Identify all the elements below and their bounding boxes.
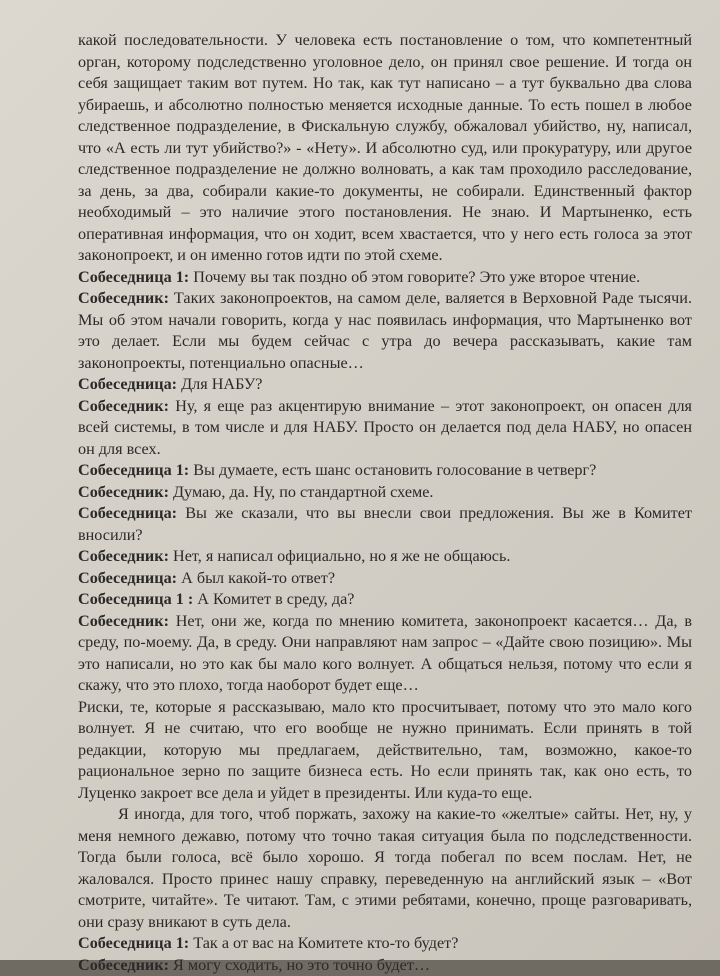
- speaker-label: Собеседница 1:: [78, 461, 189, 479]
- paragraph: Собеседник: Нет, они же, когда по мнению комитета, законопроект касается… Да, в среду, по-моему. Да, в среду. Они направляют нам запрос – «Дайте свою позицию». Мы это написали, но это как бы мало кого волнует. А общаться нельзя, потому что если я скажу, что это плохо, тогда наоборот будет еще…: [78, 611, 692, 697]
- paragraph: Собеседница 1: Так а от вас на Комитете кто-то будет?: [78, 933, 692, 955]
- speaker-label: Собеседник:: [78, 956, 169, 974]
- paragraph: Собеседник: Думаю, да. Ну, по стандартной схеме.: [78, 482, 692, 504]
- paragraph: Собеседница: Для НАБУ?: [78, 374, 692, 396]
- paragraph: Собеседник: Нет, я написал официально, но я же не общаюсь.: [78, 546, 692, 568]
- paragraph: Собеседник: Я могу сходить, но это точно будет…: [78, 955, 692, 976]
- speaker-label: Собеседница:: [78, 569, 177, 587]
- speaker-label: Собеседница 1 :: [78, 590, 193, 608]
- transcript-text: [78, 30, 692, 976]
- paragraph: Собеседница: А был какой-то ответ?: [78, 568, 692, 590]
- speaker-label: Собеседник:: [78, 483, 169, 501]
- speaker-label: Собеседник:: [78, 547, 169, 565]
- speaker-label: Собеседница 1:: [78, 934, 189, 952]
- paragraph: Я иногда, для того, чтоб поржать, захожу на какие-то «желтые» сайты. Нет, ну, у меня немного дежавю, потому что точно такая ситуация была по подследственности. Тогда были голоса, всё было хорошо. Я тогда побегал по всем послам. Нет, не жаловался. Просто принес нашу справку, переведенную на английский язык – «Вот смотрите, читайте». Те читают. Там, с этими ребятами, конечно, проще разговаривать, они сразу вникают в суть дела.: [78, 804, 692, 933]
- speaker-label: Собеседник:: [78, 397, 169, 415]
- paragraph: Собеседник: Таких законопроектов, на самом деле, валяется в Верховной Раде тысячи. Мы об этом начали говорить, когда у нас появилась информация, что Мартыненко вот это делает. Если мы будем сейчас с утра до вечера рассказывать, какие там законопроекты, потенциально опасные…: [78, 288, 692, 374]
- speaker-label: Собеседник:: [78, 289, 169, 307]
- speaker-label: Собеседница:: [78, 375, 177, 393]
- speaker-label: Собеседница 1:: [78, 268, 189, 286]
- paragraph: Риски, те, которые я рассказываю, мало кто просчитывает, потому что это мало кого волнует. Я не считаю, что его вообще не нужно принимать. Если принять в той редакции, которую мы предлагаем, действительно, там, возможно, какое-то рациональное зерно по защите бизнеса есть. Но если принять так, как оно есть, то Луценко закроет все дела и уйдет в президенты. Или куда-то еще.: [78, 697, 692, 805]
- speaker-label: Собеседница:: [78, 504, 177, 522]
- paragraph: какой последовательности. У человека есть постановление о том, что компетентный орган, которому подследственно уголовное дело, он принял свое решение. И тогда он себя защищает таким вот путем. Но так, как тут написано – а тут буквально два слова убираешь, и абсолютно полностью меняется исходные данные. То есть пошел в любое следственное подразделение, в Фискальную службу, обжаловал убийство, ну, написал, что «А есть ли тут убийство?» - «Нету». И абсолютно суд, или прокуратуру, или другое следственное подразделение не должно волновать, а как там проходило расследование, за день, за два, собирали какие-то документы, не собирали. Единственный фактор необходимый – это наличие этого постановления. Не знаю. И Мартыненко, есть оперативная информация, что он ходит, всем хвастается, что у него есть голоса за этот законопроект, и он именно готов идти по этой схеме.: [78, 30, 692, 267]
- paragraph: Собеседница: Вы же сказали, что вы внесли свои предложения. Вы же в Комитет вносили?: [78, 503, 692, 546]
- paragraph: Собеседница 1 : А Комитет в среду, да?: [78, 589, 692, 611]
- speaker-label: Собеседник:: [78, 612, 169, 630]
- paragraph: Собеседница 1: Почему вы так поздно об этом говорите? Это уже второе чтение.: [78, 267, 692, 289]
- paragraph: Собеседница 1: Вы думаете, есть шанс остановить голосование в четверг?: [78, 460, 692, 482]
- paragraph: Собеседник: Ну, я еще раз акцентирую внимание – этот законопроект, он опасен для всей системы, в том числе и для НАБУ. Просто он делается под дела НАБУ, но опасен он для всех.: [78, 396, 692, 461]
